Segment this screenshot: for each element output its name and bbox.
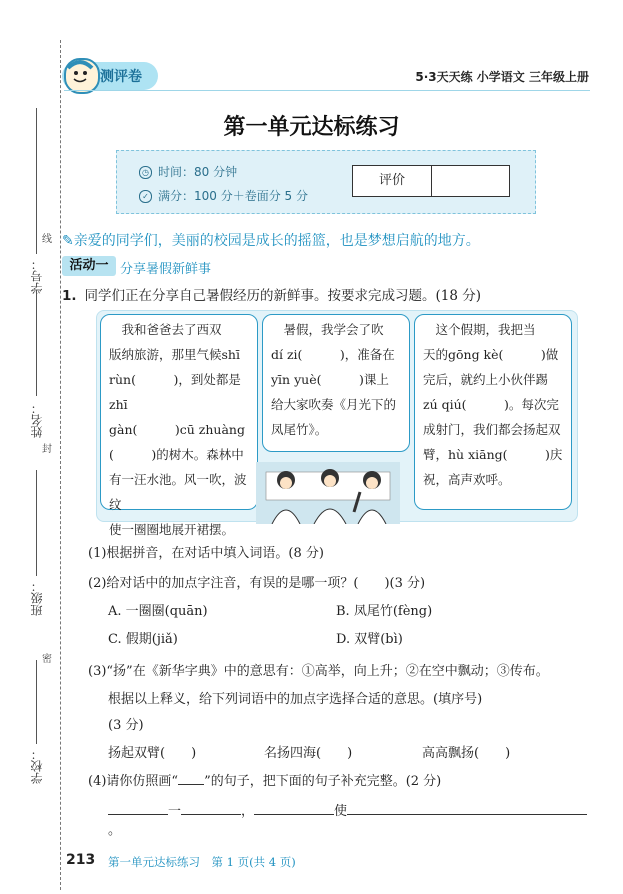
score-row — [139, 187, 308, 204]
header-rule — [64, 90, 590, 91]
name-label: 姓名： — [30, 402, 44, 438]
intro-text — [62, 230, 480, 250]
binding-dashed-line — [60, 40, 61, 890]
word-3: 高高飘扬( ) — [422, 746, 511, 761]
page-number: 213 — [66, 852, 96, 868]
sentence-comma: ， — [241, 804, 255, 819]
bubble-line: yīn yuè( )课上 — [271, 372, 389, 387]
bubble-line: dí zi( )，准备在 — [271, 347, 395, 362]
binding-mark-feng: 封 — [42, 444, 52, 455]
school-label: 学校： — [30, 748, 44, 784]
quill-icon: ✎ — [62, 233, 74, 249]
fill-blank-3[interactable] — [254, 800, 334, 815]
activity-title: 分享暑假新鲜事 — [120, 262, 212, 277]
subquestion-1: (1)根据拼音，在对话中填入词语。(8 分) — [88, 546, 324, 561]
students-illustration — [256, 452, 400, 524]
bubble-line: 给大家吹奏《月光下的 — [271, 397, 397, 412]
score-text: 满分：100 分＋卷面分 5 分 — [158, 189, 308, 203]
speech-bubble-left — [100, 314, 258, 537]
activity-badge: 活动一 — [62, 256, 116, 276]
option-d: D. 双臂(bì) — [336, 632, 403, 647]
option-c: C. 假期(jiǎ) — [108, 632, 178, 647]
option-b: B. 凤尾竹(fèng) — [336, 604, 433, 619]
class-label: 班级： — [30, 580, 44, 616]
word-1: 扬起双臂( ) — [108, 746, 197, 761]
question-1-stem — [62, 284, 481, 304]
student-id-label: 学号： — [30, 258, 44, 294]
fill-blank-2[interactable] — [181, 800, 241, 815]
school-line — [36, 660, 37, 744]
bubble-line: 暑假，我学会了吹 — [271, 322, 384, 337]
sentence-shi: 使 — [334, 804, 348, 819]
evaluation-box — [352, 165, 510, 197]
badge-label: 测评卷 — [100, 69, 142, 85]
bubble-line: ( )的树木。森林中 — [109, 447, 244, 462]
binding-mark-mi: 密 — [42, 654, 52, 665]
footer-text: 第一单元达标练习 第 1 页(共 4 页) — [108, 855, 296, 869]
bubble-line: 完后，就约上小伙伴踢 — [423, 372, 549, 387]
sentence-yi: 一 — [168, 804, 182, 819]
word-2: 名扬四海( ) — [264, 746, 353, 761]
fill-blank-4[interactable] — [347, 800, 587, 815]
underline-sample — [178, 770, 204, 785]
bubble-line: gàn( )cū zhuàng — [109, 422, 245, 437]
bubble-line: 成射门，我们都会扬起双 — [423, 422, 561, 437]
bubble-line: rùn( )，到处都是zhī — [109, 372, 241, 412]
subquestion-4-prefix: (4)请你仿照画“ — [88, 774, 179, 789]
time-row — [139, 163, 237, 180]
time-text: 时间：80 分钟 — [158, 165, 238, 179]
binding-mark-xian: 线 — [42, 234, 52, 245]
question-number: 1. — [62, 288, 77, 304]
bubble-line: 这个假期，我把当 — [423, 322, 536, 337]
subquestion-4-suffix: ”的句子，把下面的句子补充完整。(2 分) — [204, 774, 442, 789]
bubble-line: zú qiú( )。每次完 — [423, 397, 559, 412]
class-line — [36, 470, 37, 576]
speech-bubble-right — [414, 314, 572, 510]
intro-sentence: 亲爱的同学们，美丽的校园是成长的摇篮，也是梦想启航的地方。 — [73, 233, 480, 249]
subquestion-3-line3: (3 分) — [108, 718, 144, 733]
subquestion-3-line2: 根据以上释义，给下列词语中的加点字选择合适的意思。(填序号) — [108, 692, 483, 707]
option-a: A. 一圈圈(quān) — [108, 604, 208, 619]
bubble-line: 版纳旅游，那里气候shī — [109, 347, 240, 362]
check-icon: ✓ — [139, 190, 152, 203]
bubble-line: 祝，高声欢呼。 — [423, 472, 511, 487]
bubble-line: 有一汪水池。风一吹，波纹 — [109, 472, 247, 512]
bubble-line: 我和爸爸去了西双 — [109, 322, 222, 337]
subquestion-4 — [88, 770, 441, 789]
mascot-face-icon — [64, 58, 100, 94]
page-title: 第一单元达标练习 — [223, 115, 400, 140]
subquestion-2: (2)给对话中的加点字注音，有误的是哪一项？( )(3 分) — [88, 576, 426, 591]
bubble-line: 天的gōng kè( )做 — [423, 347, 559, 362]
fill-sentence-row — [108, 800, 594, 838]
question-text: 同学们正在分享自己暑假经历的新鲜事。按要求完成习题。(18 分) — [84, 288, 482, 304]
sentence-end: 。 — [108, 823, 122, 838]
series-info: 5·3天天练 小学语文 三年级上册 — [415, 70, 589, 84]
subquestion-3-line1: (3)“扬”在《新华字典》中的意思有：①高举，向上升；②在空中飘动；③传布。 — [88, 664, 549, 679]
fill-blank-1[interactable] — [108, 800, 168, 815]
speech-bubble-middle — [262, 314, 410, 452]
bubble-line: 凤尾竹》。 — [271, 422, 328, 437]
bubble-line: 使一圈圈地展开裙摆。 — [109, 522, 235, 537]
name-line — [36, 290, 37, 396]
clock-icon: ◷ — [139, 166, 152, 179]
bubble-line: 臂，hù xiāng( )庆 — [423, 447, 563, 462]
evaluation-label: 评价 — [353, 166, 432, 196]
